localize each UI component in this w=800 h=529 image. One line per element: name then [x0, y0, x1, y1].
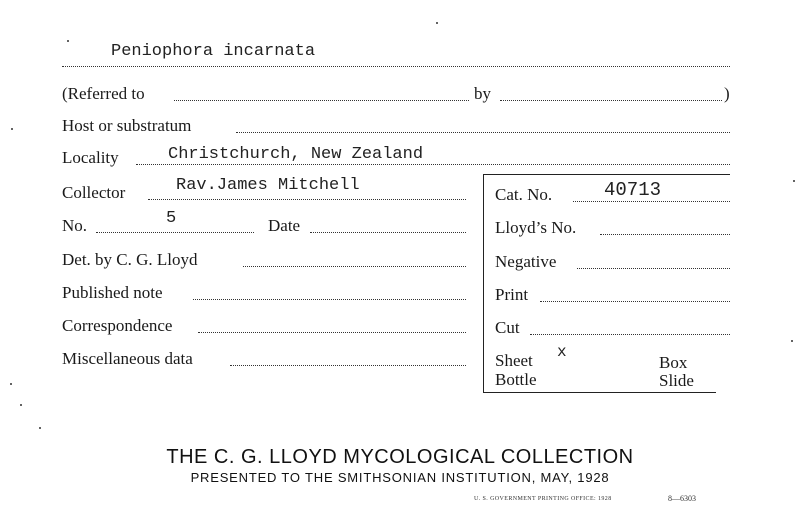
collector-line	[148, 199, 466, 200]
referred-by-label: by	[474, 84, 491, 103]
no-line	[96, 232, 254, 233]
correspondence-label: Correspondence	[62, 316, 173, 335]
scan-speck	[11, 128, 13, 130]
scan-speck	[20, 404, 22, 406]
cut-label: Cut	[495, 318, 520, 337]
scan-speck	[10, 383, 12, 385]
referred-to-label: (Referred to	[62, 84, 145, 103]
cat-no-label: Cat. No.	[495, 185, 553, 204]
published-note-label: Published note	[62, 283, 163, 302]
misc-data-line	[230, 365, 466, 366]
print-line	[540, 301, 730, 302]
misc-data-label: Miscellaneous data	[62, 349, 193, 368]
print-label: Print	[495, 285, 529, 304]
scan-speck	[67, 40, 69, 42]
catalog-box-left	[483, 174, 484, 392]
sheet-mark: x	[557, 343, 567, 361]
lloyds-no-line	[600, 234, 730, 235]
scan-speck	[791, 340, 793, 342]
host-label: Host or substratum	[62, 116, 192, 135]
printing-office-imprint: U. S. GOVERNMENT PRINTING OFFICE: 1928	[474, 496, 612, 502]
form-number: 8—6303	[668, 494, 696, 503]
collector-label: Collector	[62, 183, 126, 202]
referred-close-paren: )	[724, 84, 730, 103]
locality-label: Locality	[62, 148, 119, 167]
referred-to-line	[174, 100, 469, 101]
catalog-box-top	[483, 174, 730, 175]
locality-line	[136, 164, 730, 165]
catalog-box-bottom	[483, 392, 716, 393]
collection-title: THE C. G. LLOYD MYCOLOGICAL COLLECTION	[166, 446, 634, 468]
no-label: No.	[62, 216, 88, 235]
date-label: Date	[268, 216, 301, 235]
lloyds-no-label: Lloyd’s No.	[495, 218, 577, 237]
box-label: Box	[659, 353, 688, 372]
cat-no-value: 40713	[604, 179, 662, 201]
scan-speck	[39, 427, 41, 429]
correspondence-line	[198, 332, 466, 333]
collector-value: Rav.James Mitchell	[176, 176, 360, 195]
locality-value: Christchurch, New Zealand	[168, 145, 424, 164]
bottle-label: Bottle	[495, 370, 537, 389]
det-by-label: Det. by C. G. Lloyd	[62, 250, 198, 269]
species-line	[62, 66, 730, 67]
scan-speck	[436, 22, 438, 24]
negative-label: Negative	[495, 252, 557, 271]
negative-line	[577, 268, 730, 269]
collection-subtitle: PRESENTED TO THE SMITHSONIAN INSTITUTION, MAY, 1928	[190, 470, 610, 485]
host-line	[236, 132, 730, 133]
slide-label: Slide	[659, 371, 694, 390]
cat-no-line	[573, 201, 730, 202]
det-by-line	[243, 266, 466, 267]
species-name: Peniophora incarnata	[111, 42, 316, 61]
sheet-label: Sheet	[495, 351, 533, 370]
no-value: 5	[166, 209, 177, 228]
referred-by-line	[500, 100, 722, 101]
published-note-line	[193, 299, 466, 300]
date-line	[310, 232, 466, 233]
scan-speck	[793, 180, 795, 182]
cut-line	[530, 334, 730, 335]
